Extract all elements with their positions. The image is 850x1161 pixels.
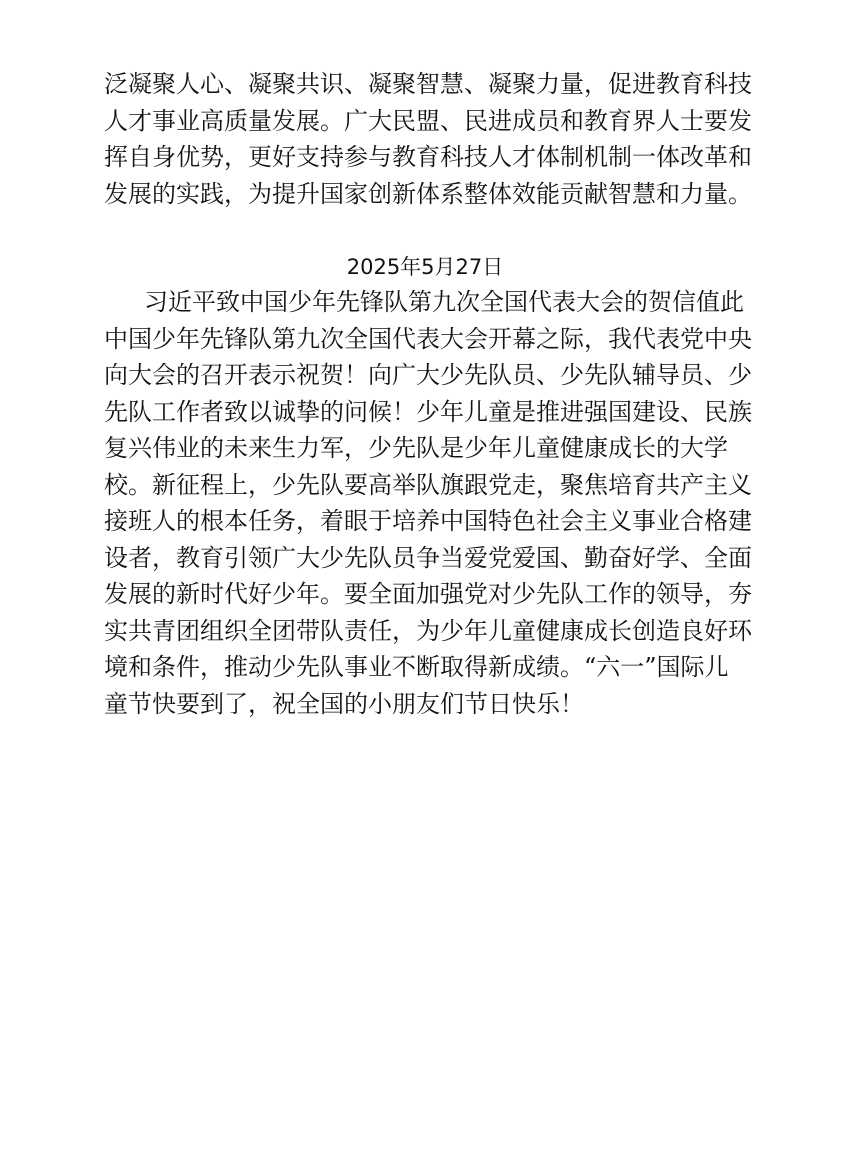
text-line: 中国少年先锋队第九次全国代表大会开幕之际，我代表党中央: [104, 324, 752, 353]
text-line: 校。新征程上，少先队要高举队旗跟党走，聚焦培育共产主义: [104, 470, 752, 499]
text-line: 发展的实践，为提升国家创新体系整体效能贡献智慧和力量。: [104, 179, 752, 208]
text-line: 泛凝聚人心、凝聚共识、凝聚智慧、凝聚力量，促进教育科技: [104, 70, 752, 98]
text-line: 实共青团组织全团带队责任，为少年儿童健康成长创造良好环: [104, 616, 752, 645]
text-line: 发展的新时代好少年。要全面加强党对少先队工作的领导，夯: [104, 580, 752, 608]
paragraph-young-pioneers-letter: [104, 284, 752, 722]
paragraph-education-talent: [104, 66, 752, 212]
text-line: 向大会的召开表示祝贺！向广大少先队员、少先队辅导员、少: [104, 361, 752, 389]
date-heading: 2025年5月27日: [346, 255, 504, 279]
text-line: 接班人的根本任务，着眼于培养中国特色社会主义事业合格建: [104, 507, 752, 535]
text-line: 人才事业高质量发展。广大民盟、民进成员和教育界人士要发: [104, 106, 752, 135]
text-line: 复兴伟业的未来生力军，少先队是少年儿童健康成长的大学: [104, 434, 728, 462]
text-line: 境和条件，推动少先队事业不断取得新成绩。“六一”国际儿: [104, 653, 729, 681]
text-line: 挥自身优势，更好支持参与教育科技人才体制机制一体改革和: [104, 143, 752, 171]
text-line: 童节快要到了，祝全国的小朋友们节日快乐！: [104, 689, 584, 718]
text-line: 习近平致中国少年先锋队第九次全国代表大会的贺信值此: [144, 288, 744, 316]
text-line: 先队工作者致以诚挚的问候！少年儿童是推进强国建设、民族: [104, 397, 752, 426]
text-line: 设者，教育引领广大少先队员争当爱党爱国、勤奋好学、全面: [104, 543, 752, 572]
